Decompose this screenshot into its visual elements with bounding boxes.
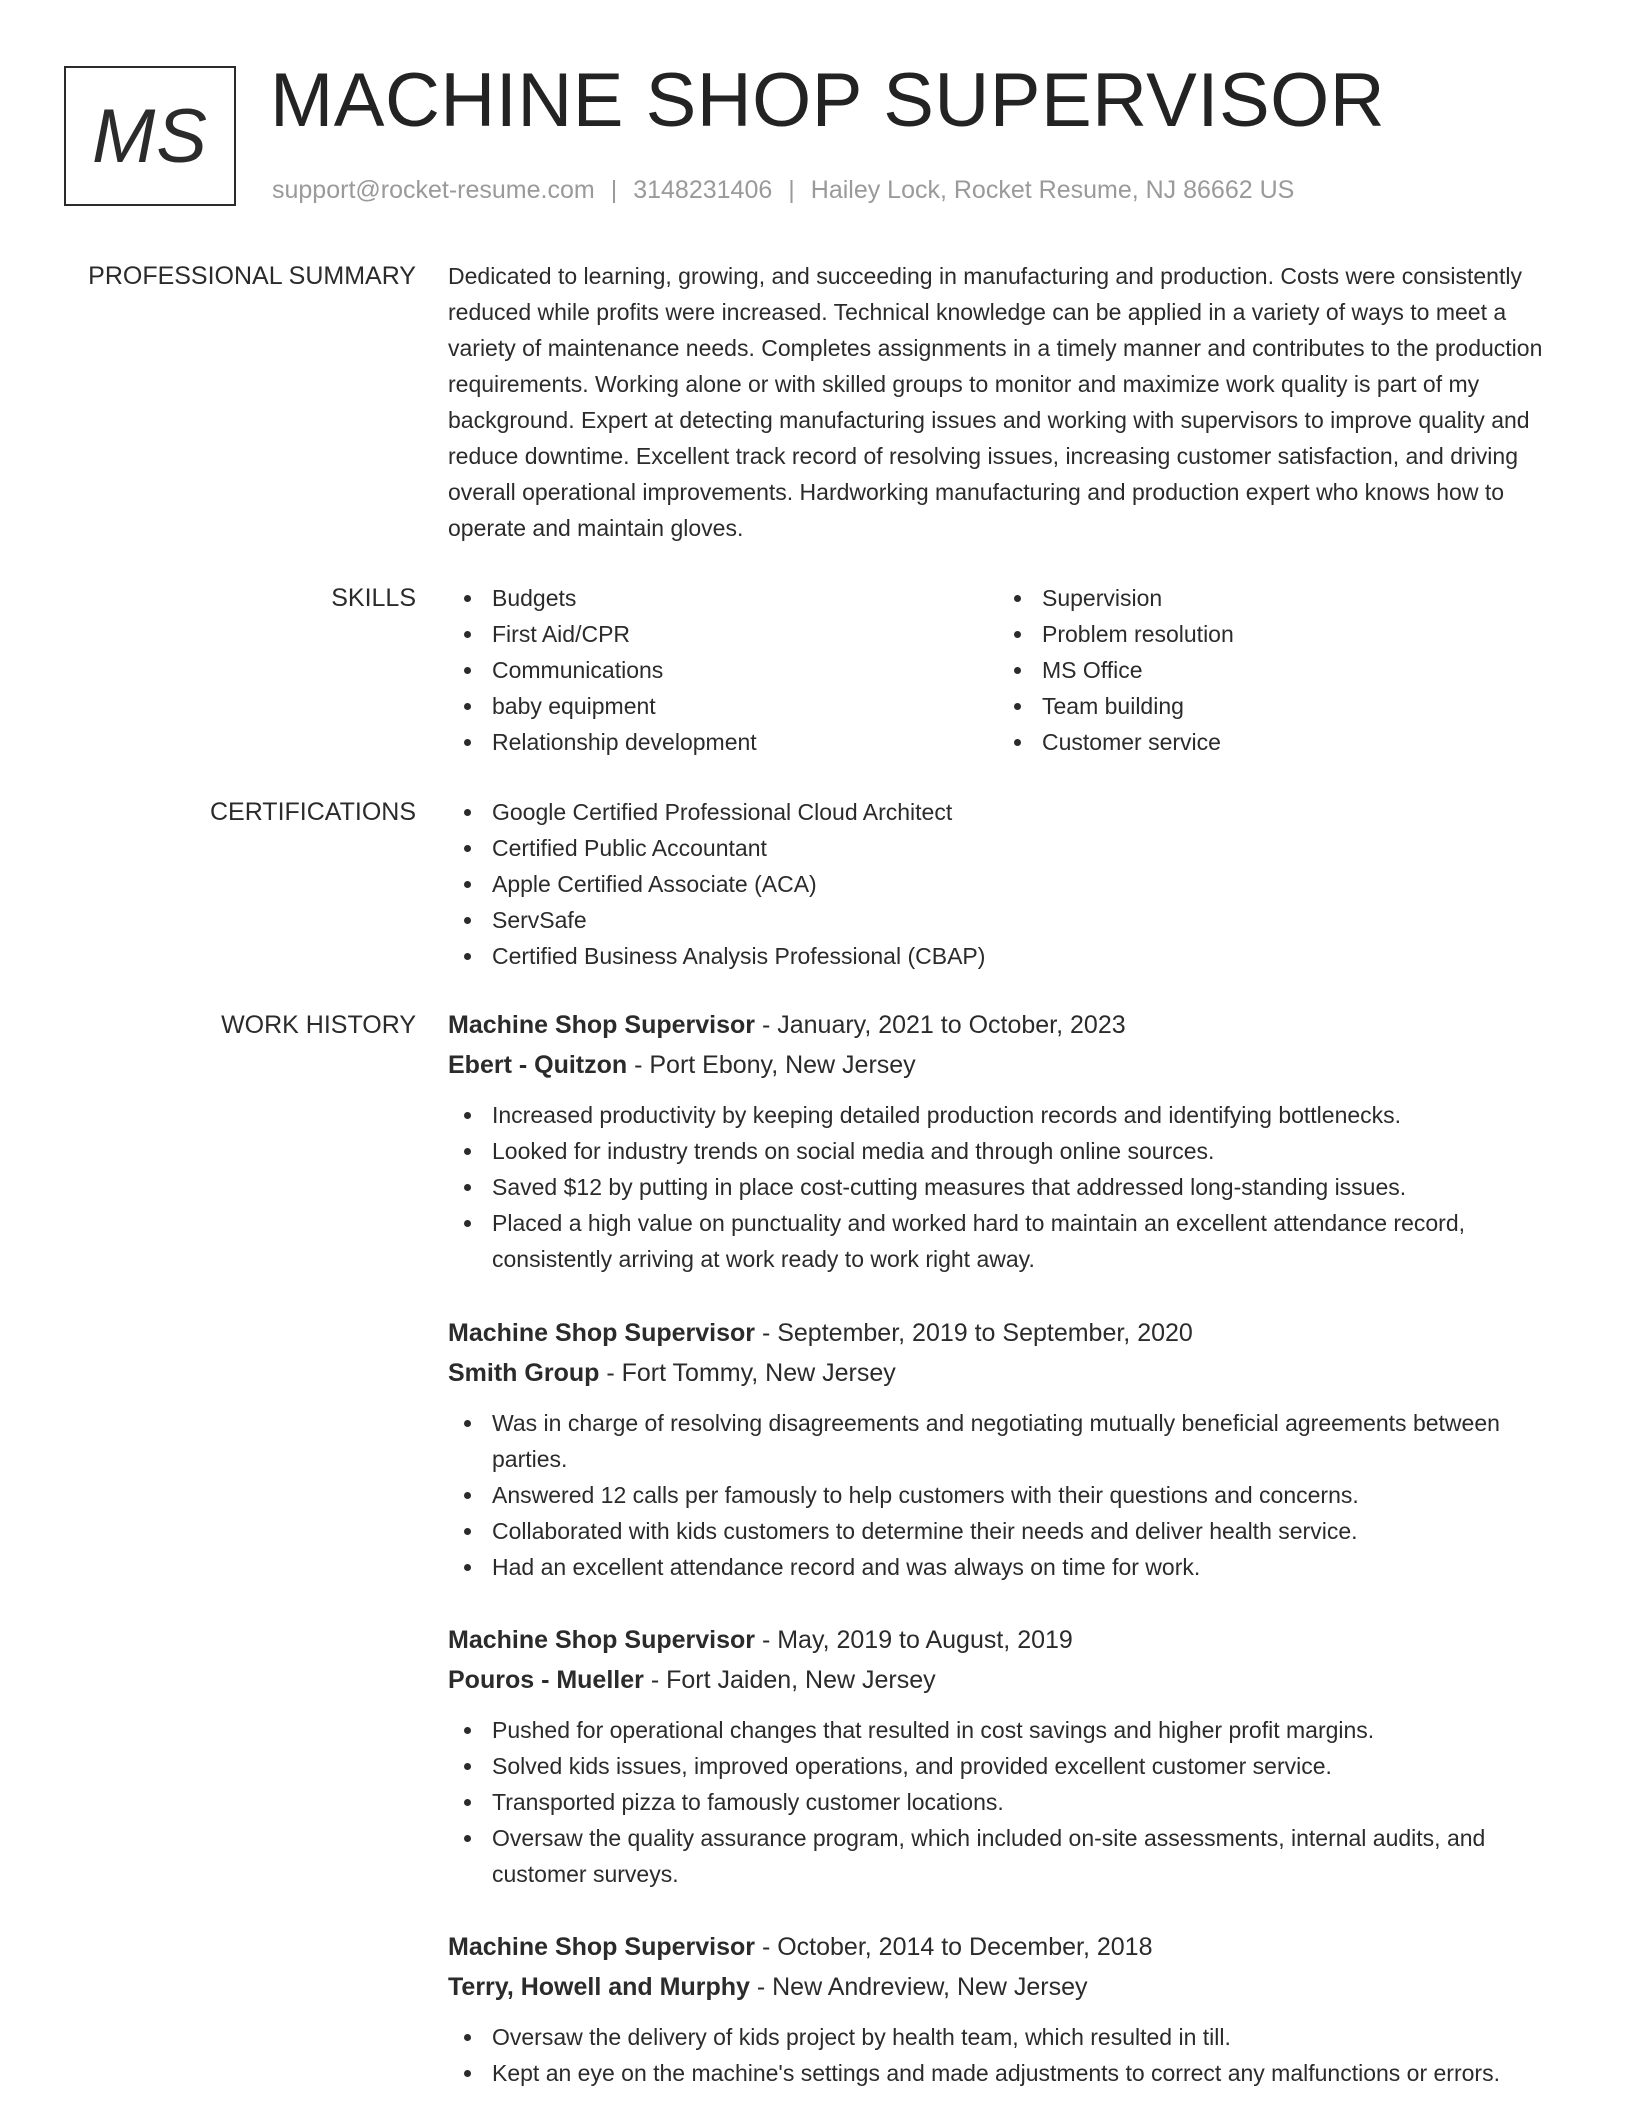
job-bullets: [448, 1405, 1566, 1585]
skill-item: First Aid/CPR: [448, 616, 998, 652]
job-title-line: [448, 1313, 1566, 1353]
job-bullet: Placed a high value on punctuality and worked hard to maintain an excellent attendance record, consistently arriving at work ready to work right away.: [448, 1205, 1566, 1277]
job-bullet: Pushed for operational changes that resulted in cost savings and higher profit margins.: [448, 1712, 1566, 1748]
certification-item: Apple Certified Associate (ACA): [448, 866, 1566, 902]
resume-title: MACHINE SHOP SUPERVISOR: [270, 58, 1386, 143]
job-bullets: [448, 1712, 1566, 1892]
contact-email: support@rocket-resume.com: [272, 176, 595, 204]
certification-item: Certified Public Accountant: [448, 830, 1566, 866]
section-heading-summary: PROFESSIONAL SUMMARY: [88, 262, 416, 290]
job-bullet: Answered 12 calls per famously to help customers with their questions and concerns.: [448, 1477, 1566, 1513]
job-bullet: Kept an eye on the machine's settings and made adjustments to correct any malfunctions or errors.: [448, 2055, 1566, 2091]
job-title: Machine Shop Supervisor: [448, 1933, 756, 1961]
skills-list-right: [998, 580, 1548, 760]
section-heading-work-history: WORK HISTORY: [221, 1011, 416, 1039]
certifications-list: [448, 794, 1566, 974]
job-bullet: Oversaw the quality assurance program, which included on-site assessments, internal audits, and customer surveys.: [448, 1820, 1566, 1892]
skill-item: Supervision: [998, 580, 1548, 616]
contact-line: [272, 174, 1294, 206]
section-heading-certifications: CERTIFICATIONS: [209, 798, 416, 826]
skill-item: Team building: [998, 688, 1548, 724]
job-company: Terry, Howell and Murphy: [448, 1973, 750, 2001]
skill-item: Relationship development: [448, 724, 998, 760]
skill-item: Budgets: [448, 580, 998, 616]
job-title-line: [448, 1620, 1566, 1660]
job-title-line: [448, 1005, 1566, 1045]
job-bullet: Had an excellent attendance record and was always on time for work.: [448, 1549, 1566, 1585]
skills-list-left: [448, 580, 998, 760]
job-company-line: [448, 1045, 1566, 1085]
job-bullet: Was in charge of resolving disagreements and negotiating mutually beneficial agreements between parties.: [448, 1405, 1566, 1477]
job-company-line: [448, 1967, 1566, 2007]
job-bullet: Collaborated with kids customers to determine their needs and deliver health service.: [448, 1513, 1566, 1549]
skills-body: [448, 580, 1566, 760]
job-company-line: [448, 1353, 1566, 1393]
job-title: Machine Shop Supervisor: [448, 1626, 756, 1654]
skill-item: baby equipment: [448, 688, 998, 724]
contact-separator: |: [788, 176, 795, 204]
job-dates: - September, 2019 to September, 2020: [755, 1319, 1193, 1347]
job-company-line: [448, 1660, 1566, 1700]
job-bullet: Transported pizza to famously customer locations.: [448, 1784, 1566, 1820]
contact-separator: |: [610, 176, 618, 204]
job-dates: - January, 2021 to October, 2023: [755, 1011, 1126, 1039]
skill-item: Communications: [448, 652, 998, 688]
certification-item: Google Certified Professional Cloud Architect: [448, 794, 1566, 830]
job-bullets: [448, 1097, 1566, 1277]
summary-text: Dedicated to learning, growing, and succeeding in manufacturing and production. Costs were consistently reduced while profits were increased. Technical knowledge can be applied in a variety of ways to meet a variety of maintenance needs. Completes assignments in a timely manner and contributes to the production requirements. Working alone or with skilled groups to monitor and maximize work quality is part of my background. Expert at detecting manufacturing issues and working with supervisors to improve quality and reduce downtime. Excellent track record of resolving issues, increasing customer satisfaction, and driving overall operational improvements. Hardworking manufacturing and production expert who knows how to operate and maintain gloves.: [448, 263, 1543, 541]
certification-item: Certified Business Analysis Professional (CBAP): [448, 938, 1566, 974]
contact-phone: 3148231406: [633, 176, 773, 204]
job-title: Machine Shop Supervisor: [448, 1319, 756, 1347]
contact-address: Hailey Lock, Rocket Resume, NJ 86662 US: [810, 176, 1295, 204]
skill-item: Problem resolution: [998, 616, 1548, 652]
job-title-line: [448, 1927, 1566, 1967]
job-bullet: Solved kids issues, improved operations, and provided excellent customer service.: [448, 1748, 1566, 1784]
section-heading-skills: SKILLS: [331, 584, 416, 612]
job-dates: - May, 2019 to August, 2019: [755, 1626, 1073, 1654]
summary-body: [448, 258, 1566, 546]
job-bullet: Increased productivity by keeping detailed production records and identifying bottlenecks.: [448, 1097, 1566, 1133]
job-company: Pouros - Mueller: [448, 1666, 644, 1694]
monogram-box: [64, 66, 236, 206]
job-location: - Fort Jaiden, New Jersey: [643, 1666, 936, 1694]
job-company: Smith Group: [448, 1359, 600, 1387]
job-bullet: Saved $12 by putting in place cost-cutting measures that addressed long-standing issues.: [448, 1169, 1566, 1205]
job-bullet: Oversaw the delivery of kids project by health team, which resulted in till.: [448, 2019, 1566, 2055]
job-dates: - October, 2014 to December, 2018: [755, 1933, 1153, 1961]
job-location: - Port Ebony, New Jersey: [627, 1051, 916, 1079]
job-bullets: [448, 2019, 1566, 2091]
job-bullet: Looked for industry trends on social media and through online sources.: [448, 1133, 1566, 1169]
skill-item: Customer service: [998, 724, 1548, 760]
monogram-initials: MS: [92, 93, 208, 179]
skill-item: MS Office: [998, 652, 1548, 688]
job-company: Ebert - Quitzon: [448, 1051, 628, 1079]
job-location: - New Andreview, New Jersey: [749, 1973, 1088, 2001]
job-location: - Fort Tommy, New Jersey: [599, 1359, 896, 1387]
certifications-body: [448, 794, 1566, 974]
job-title: Machine Shop Supervisor: [448, 1011, 756, 1039]
certification-item: ServSafe: [448, 902, 1566, 938]
